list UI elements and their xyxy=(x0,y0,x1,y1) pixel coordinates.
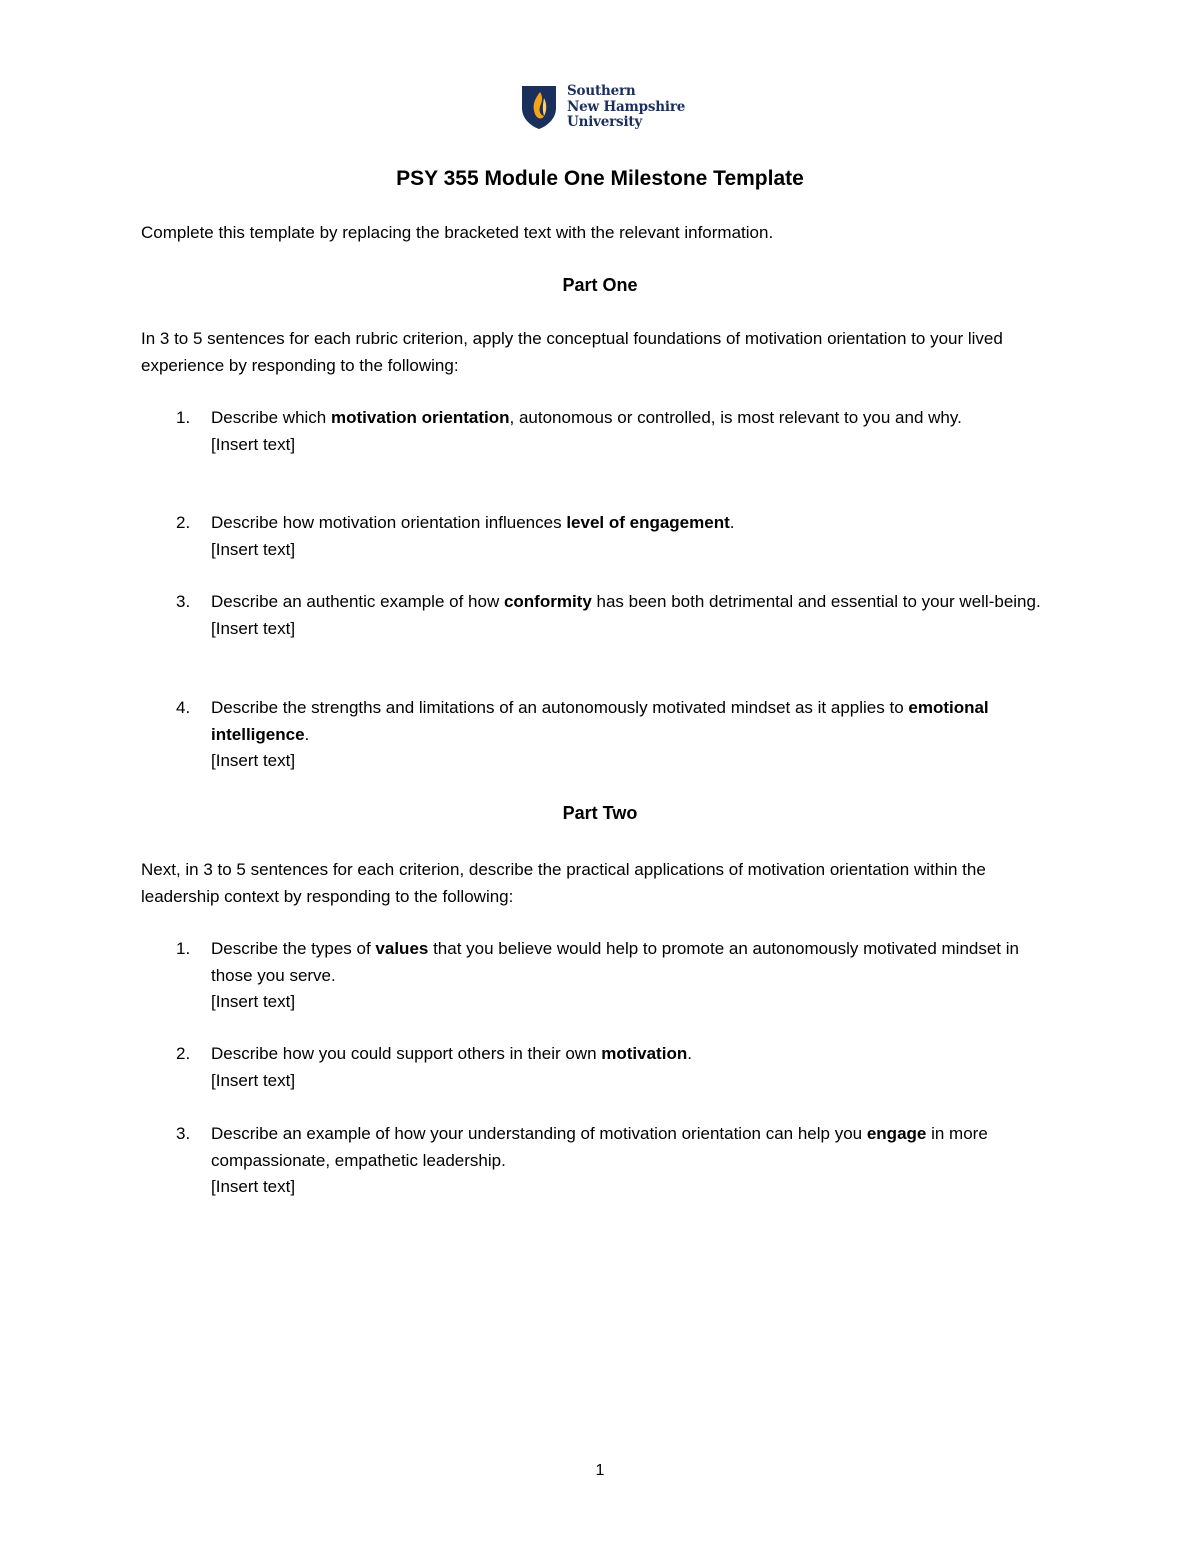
item-number: 1. xyxy=(176,939,191,958)
insert-text-placeholder[interactable]: [Insert text] xyxy=(211,618,296,638)
item-text: Describe how motivation orientation influences xyxy=(211,513,567,532)
item-keyword: level of engagement xyxy=(566,513,730,532)
item-keyword: emotional intelligence xyxy=(211,698,989,744)
item-text: Describe the types of xyxy=(211,939,376,958)
item-number: 3. xyxy=(176,1124,191,1143)
part-one-prompt: In 3 to 5 sentences for each rubric criterion, apply the conceptual foundations of motivation orientation to your lived experience by responding to the following: xyxy=(141,329,1003,375)
snhu-logo xyxy=(520,84,690,132)
part-two-prompt: Next, in 3 to 5 sentences for each criterion, describe the practical applications of motivation orientation within the leadership context by responding to the following: xyxy=(141,860,986,906)
item-number: 2. xyxy=(176,513,191,532)
insert-text-placeholder[interactable]: [Insert text] xyxy=(211,1177,296,1196)
part-two-heading: Part Two xyxy=(562,803,638,823)
item-text: Describe an example of how your understanding of motivation orientation can help you xyxy=(211,1124,867,1143)
item-text: . xyxy=(687,1044,692,1063)
item-text: has been both detrimental and essential to your well-being. xyxy=(591,592,1041,611)
insert-text-placeholder[interactable]: [Insert text] xyxy=(211,751,296,770)
page-number: 1 xyxy=(595,1462,605,1479)
item-keyword: conformity xyxy=(503,592,592,611)
item-text: Describe how you could support others in their own xyxy=(211,1044,602,1063)
item-number: 2. xyxy=(176,1044,191,1063)
item-text: that you believe would help to promote an autonomously motivated mindset in those you serve. xyxy=(211,939,1019,985)
intro-paragraph: Complete this template by replacing the bracketed text with the relevant information. xyxy=(141,223,774,242)
logo-text-line1: Southern xyxy=(567,83,636,99)
item-number: 1. xyxy=(176,408,191,427)
document-title: PSY 355 Module One Milestone Template xyxy=(396,167,804,190)
logo-text-line2: New Hampshire xyxy=(567,98,686,115)
shield-flame-icon xyxy=(520,84,558,130)
item-text: Describe the strengths and limitations of an autonomously motivated mindset as it applies to xyxy=(211,698,909,717)
part-one-heading: Part One xyxy=(562,275,638,295)
insert-text-placeholder[interactable]: [Insert text] xyxy=(211,1070,296,1090)
item-text: . xyxy=(729,513,735,532)
insert-text-placeholder[interactable]: [Insert text] xyxy=(211,539,296,559)
insert-text-placeholder[interactable]: [Insert text] xyxy=(211,992,296,1011)
item-text: Describe which xyxy=(211,408,331,427)
item-text: . xyxy=(304,724,310,744)
item-text: in more compassionate, empathetic leadership. xyxy=(211,1124,988,1170)
item-text: Describe an authentic example of how xyxy=(211,592,504,611)
item-keyword: motivation xyxy=(601,1044,688,1063)
item-keyword: motivation orientation xyxy=(331,408,510,427)
item-keyword: values xyxy=(375,939,429,958)
item-text: , autonomous or controlled, is most relevant to you and why. xyxy=(509,408,962,427)
item-number: 3. xyxy=(176,592,191,611)
insert-text-placeholder[interactable]: [Insert text] xyxy=(211,434,296,454)
logo-text-line3: University xyxy=(567,114,643,130)
item-keyword: engage xyxy=(866,1124,927,1143)
item-number: 4. xyxy=(176,698,191,717)
